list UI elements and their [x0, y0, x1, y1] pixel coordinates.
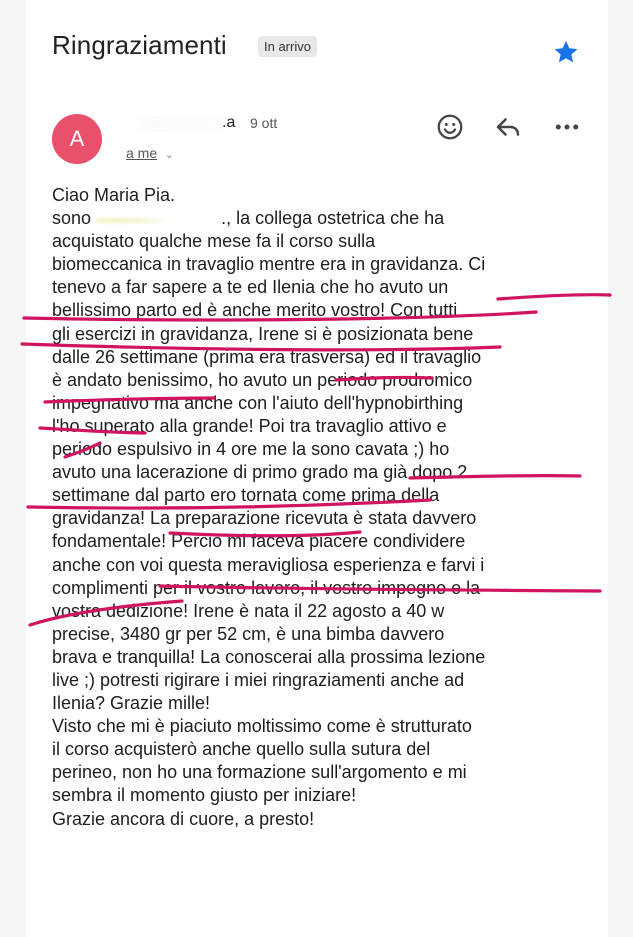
- recipient-toggle[interactable]: [126, 145, 173, 161]
- sender-name-redacted: [125, 116, 221, 132]
- body-line: Ciao Maria Pia.: [52, 185, 176, 205]
- body-line: biomeccanica in travaglio mentre era in gravidanza. Ci: [52, 254, 486, 275]
- body-line: l'ho superato alla grande! Poi tra travaglio attivo e: [52, 415, 447, 436]
- email-date: 9 ott: [250, 115, 278, 131]
- body-line: Ilenia? Grazie mille!: [52, 693, 211, 714]
- body-line: bellissimo parto ed è anche merito vostro! Con tutti: [52, 300, 458, 321]
- body-line: periodo espulsivo in 4 ore me la sono cavata ;) ho: [52, 439, 450, 460]
- body-line: acquistato qualche mese fa il corso sulla: [52, 231, 376, 252]
- more-icon[interactable]: [552, 112, 582, 142]
- body-line: live ;) potresti rigirare i miei ringraziamenti anche ad: [52, 669, 465, 690]
- body-line: brava e tranquilla! La conoscerai alla prossima lezione: [52, 646, 486, 667]
- body-line: perineo, non ho una formazione sull'argomento e mi: [52, 762, 467, 783]
- body-line: dalle 26 settimane (prima era trasversa) ed il travaglio: [52, 346, 482, 367]
- body-line: il corso acquisterò anche quello sulla sutura del: [52, 739, 431, 760]
- body-line: precise, 3480 gr per 52 cm, è una bimba davvero: [52, 623, 445, 644]
- body-line: Grazie ancora di cuore, a presto!: [52, 808, 315, 829]
- body-line: è andato benissimo, ho avuto un periodo prodromico: [52, 369, 473, 390]
- body-line: gravidanza! La preparazione ricevuta è stata davvero: [52, 508, 477, 529]
- recipient-label: a me: [126, 145, 158, 161]
- inbox-label-chip[interactable]: In arrivo: [258, 36, 317, 57]
- body-line: [52, 207, 612, 230]
- star-icon[interactable]: [552, 38, 580, 66]
- body-text-span: sono: [52, 208, 92, 229]
- emoji-icon[interactable]: [435, 112, 465, 142]
- body-line: sembra il momento giusto per iniziare!: [52, 785, 357, 806]
- body-line: complimenti per il vostro lavoro, il vostro impegno e la: [52, 577, 481, 598]
- reply-icon[interactable]: [493, 112, 523, 142]
- body-line: anche con voi questa meravigliosa esperienza e farvi i: [52, 554, 485, 575]
- email-body: [52, 184, 612, 831]
- chevron-down-icon: ⌄: [165, 150, 174, 161]
- email-subject: Ringraziamenti: [52, 30, 227, 60]
- body-line: Visto che mi è piaciuto moltissimo come è strutturato: [52, 716, 472, 737]
- redacted-name: [96, 212, 221, 226]
- body-line: fondamentale! Perciò mi faceva piacere condividere: [52, 531, 466, 552]
- body-line: impegnativo ma anche con l'aiuto dell'hypnobirthing: [52, 392, 464, 413]
- body-line: tenevo a far sapere a te ed Ilenia che ho avuto un: [52, 277, 449, 298]
- body-line: avuto una lacerazione di primo grado ma già dopo 2: [52, 462, 468, 483]
- sender-name: .a: [222, 114, 236, 131]
- body-line: settimane dal parto ero tornata come prima della: [52, 485, 440, 506]
- body-line: gli esercizi in gravidanza, Irene si è posizionata bene: [52, 323, 474, 344]
- body-line: vostra dedizione! Irene è nata il 22 agosto a 40 w: [52, 600, 445, 621]
- body-text-span: ., la collega ostetrica che ha: [221, 208, 445, 229]
- sender-avatar[interactable]: A: [52, 114, 102, 164]
